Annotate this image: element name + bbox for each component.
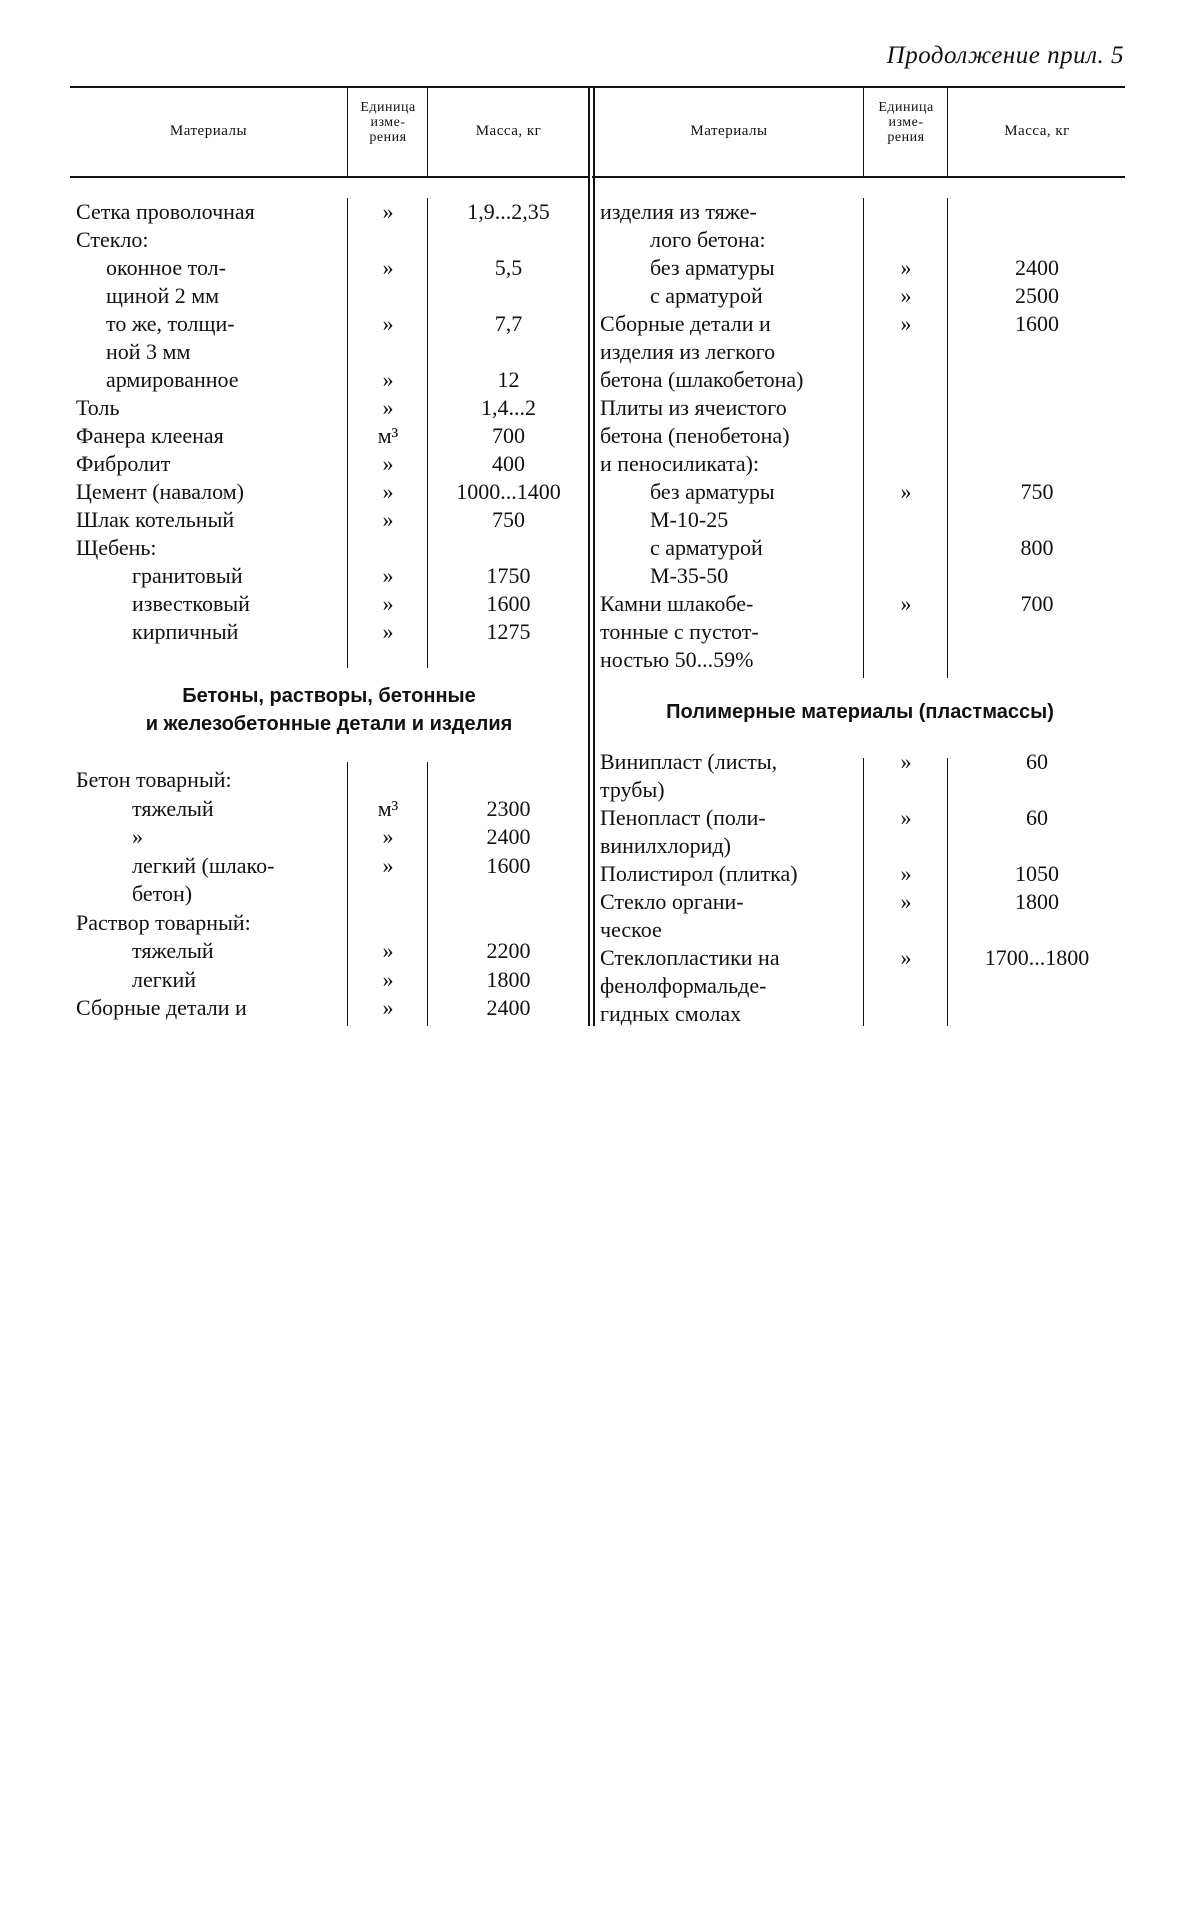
row-material-name: Шлак котельный: [76, 507, 235, 532]
row-material-name: винилхлорид): [600, 833, 731, 858]
row-material-name: Цемент (навалом): [76, 479, 244, 504]
section-title-polymers: Полимерные материалы (пластмассы): [666, 701, 1054, 723]
row-mass: 1750: [486, 563, 531, 588]
row-unit: м³: [377, 423, 399, 448]
header-divider: [947, 86, 948, 176]
row-unit: »: [900, 805, 912, 830]
header-materials-left: Материалы: [169, 123, 248, 139]
row-material-name: Полистирол (плитка): [600, 861, 798, 886]
row-material-name: тонные с пустот-: [600, 619, 759, 644]
row-material-name: тяжелый: [132, 795, 214, 821]
row-mass: 1000...1400: [456, 479, 561, 504]
row-material-name: Толь: [76, 395, 120, 420]
row-material-name: Сборные детали и: [76, 995, 247, 1020]
row-material-name: кирпичный: [132, 619, 239, 644]
row-material-name: гранитовый: [132, 563, 243, 588]
row-material-name: ческое: [600, 917, 662, 942]
row-material-name: фенолформальде-: [600, 973, 767, 998]
row-unit: »: [382, 507, 394, 532]
row-mass: 2400: [486, 824, 531, 849]
row-mass: 2300: [486, 795, 531, 821]
row-mass: 12: [497, 367, 520, 392]
row-material-name: без арматуры: [650, 255, 775, 280]
body-divider: [947, 198, 948, 678]
row-material-name: Раствор товарный:: [76, 909, 251, 935]
row-material-name: с арматурой: [650, 283, 763, 308]
row-material-name: Стекло органи-: [600, 889, 744, 914]
header-mass-left: Масса, кг: [475, 123, 542, 139]
header-bottom-rule-left: [70, 176, 588, 178]
row-mass: 1050: [1015, 861, 1059, 886]
section-title-concrete-line2: и железобетонные детали и изделия: [145, 713, 513, 735]
row-mass: 1700...1800: [984, 945, 1090, 970]
row-unit: »: [900, 255, 912, 280]
row-material-name: армированное: [106, 367, 239, 392]
header-mass-right: Масса, кг: [1004, 123, 1070, 139]
row-mass: 2400: [1015, 255, 1059, 280]
row-unit: »: [382, 311, 394, 336]
row-unit: »: [382, 995, 394, 1020]
row-material-name: легкий (шлако-: [132, 852, 275, 878]
row-unit: »: [382, 591, 394, 616]
row-material-name: трубы): [600, 777, 665, 802]
row-material-name: лого бетона:: [650, 227, 766, 252]
row-mass: 5,5: [494, 255, 523, 280]
row-unit: »: [382, 824, 394, 849]
body-divider: [347, 198, 348, 668]
row-material-name: бетона (шлакобетона): [600, 367, 804, 392]
row-mass: 750: [1020, 479, 1054, 504]
row-material-name: »: [132, 824, 143, 849]
row-mass: 1600: [486, 852, 531, 878]
row-unit: »: [382, 966, 394, 992]
row-material-name: гидных смолах: [600, 1001, 742, 1026]
row-material-name: оконное тол-: [106, 255, 226, 280]
row-unit: »: [900, 591, 912, 616]
row-mass: 2200: [486, 938, 531, 963]
body-divider: [427, 762, 428, 1026]
row-material-name: Плиты из ячеистого: [600, 395, 787, 420]
header-bottom-rule-right: [592, 176, 1125, 178]
section-title-concrete-line1: Бетоны, растворы, бетонные: [182, 685, 476, 707]
row-material-name: щиной 2 мм: [106, 283, 220, 308]
row-mass: 700: [492, 423, 525, 448]
row-mass: 2400: [486, 995, 531, 1020]
row-mass: 2500: [1015, 283, 1059, 308]
row-mass: 7,7: [494, 311, 523, 336]
row-unit: »: [382, 563, 394, 588]
row-mass: 1275: [486, 619, 531, 644]
row-unit: »: [900, 749, 912, 774]
row-mass: 1,9...2,35: [467, 199, 550, 224]
row-unit: »: [900, 889, 912, 914]
header-divider: [347, 86, 348, 176]
row-mass: 400: [492, 451, 525, 476]
row-material-name: без арматуры: [650, 479, 775, 504]
row-mass: 1800: [486, 966, 531, 992]
body-divider: [863, 198, 864, 678]
row-material-name: Стекло:: [76, 227, 149, 252]
row-unit: »: [382, 199, 394, 224]
row-unit: »: [900, 945, 912, 970]
body-divider: [947, 758, 948, 1026]
row-unit: »: [900, 311, 912, 336]
header-divider: [863, 86, 864, 176]
row-unit: »: [382, 938, 394, 963]
row-material-name: Пенопласт (поли-: [600, 805, 766, 830]
body-divider: [863, 758, 864, 1026]
center-double-rule: [588, 86, 590, 1026]
row-mass: 60: [1026, 805, 1048, 830]
row-material-name: Сетка проволочная: [76, 199, 255, 224]
row-material-name: то же, толщи-: [106, 311, 235, 336]
row-material-name: известковый: [132, 591, 250, 616]
row-material-name: Фанера клееная: [76, 423, 224, 448]
row-unit: »: [382, 395, 394, 420]
row-unit: »: [382, 852, 394, 878]
row-unit: »: [382, 367, 394, 392]
row-material-name: изделия из легкого: [600, 339, 776, 364]
row-unit: »: [900, 861, 912, 886]
row-material-name: бетон): [132, 881, 193, 906]
row-unit: м³: [377, 795, 399, 821]
row-material-name: изделия из тяже-: [600, 199, 757, 224]
row-material-name: и пеносиликата):: [600, 451, 760, 476]
row-unit: »: [900, 283, 912, 308]
row-material-name: ностью 50...59%: [600, 647, 754, 672]
row-unit: »: [382, 619, 394, 644]
header-unit-right: Единица изме- рения: [878, 100, 934, 145]
row-material-name: Бетон товарный:: [76, 767, 232, 792]
row-mass: 1600: [1015, 311, 1059, 336]
header-materials-right: Материалы: [690, 123, 768, 139]
row-material-name: М-35-50: [650, 563, 729, 588]
row-mass: 750: [492, 507, 525, 532]
body-divider: [427, 198, 428, 668]
row-mass: 1800: [1015, 889, 1059, 914]
row-material-name: Щебень:: [76, 535, 157, 560]
row-material-name: Сборные детали и: [600, 311, 771, 336]
row-material-name: тяжелый: [132, 938, 214, 963]
row-unit: »: [382, 255, 394, 280]
row-mass: 800: [1020, 535, 1054, 560]
header-divider: [427, 86, 428, 176]
row-material-name: ной 3 мм: [106, 339, 191, 364]
row-material-name: с арматурой: [650, 535, 763, 560]
row-material-name: М-10-25: [650, 507, 729, 532]
row-mass: 700: [1020, 591, 1054, 616]
row-material-name: бетона (пенобетона): [600, 423, 790, 448]
continuation-caption: Продолжение прил. 5: [886, 42, 1124, 69]
row-material-name: Стеклопластики на: [600, 945, 780, 970]
row-mass: 60: [1026, 749, 1048, 774]
row-unit: »: [900, 479, 912, 504]
header-unit-left: Единица изме- рения: [360, 100, 416, 145]
row-material-name: Винипласт (листы,: [600, 749, 778, 774]
row-unit: »: [382, 479, 394, 504]
center-double-rule: [593, 86, 595, 1026]
body-divider: [347, 762, 348, 1026]
row-material-name: легкий: [132, 966, 197, 992]
row-mass: 1600: [486, 591, 531, 616]
row-mass: 1,4...2: [481, 395, 536, 420]
row-material-name: Камни шлакобе-: [600, 591, 754, 616]
table-top-rule: [70, 86, 1125, 88]
row-unit: »: [382, 451, 394, 476]
row-material-name: Фибролит: [76, 451, 171, 476]
